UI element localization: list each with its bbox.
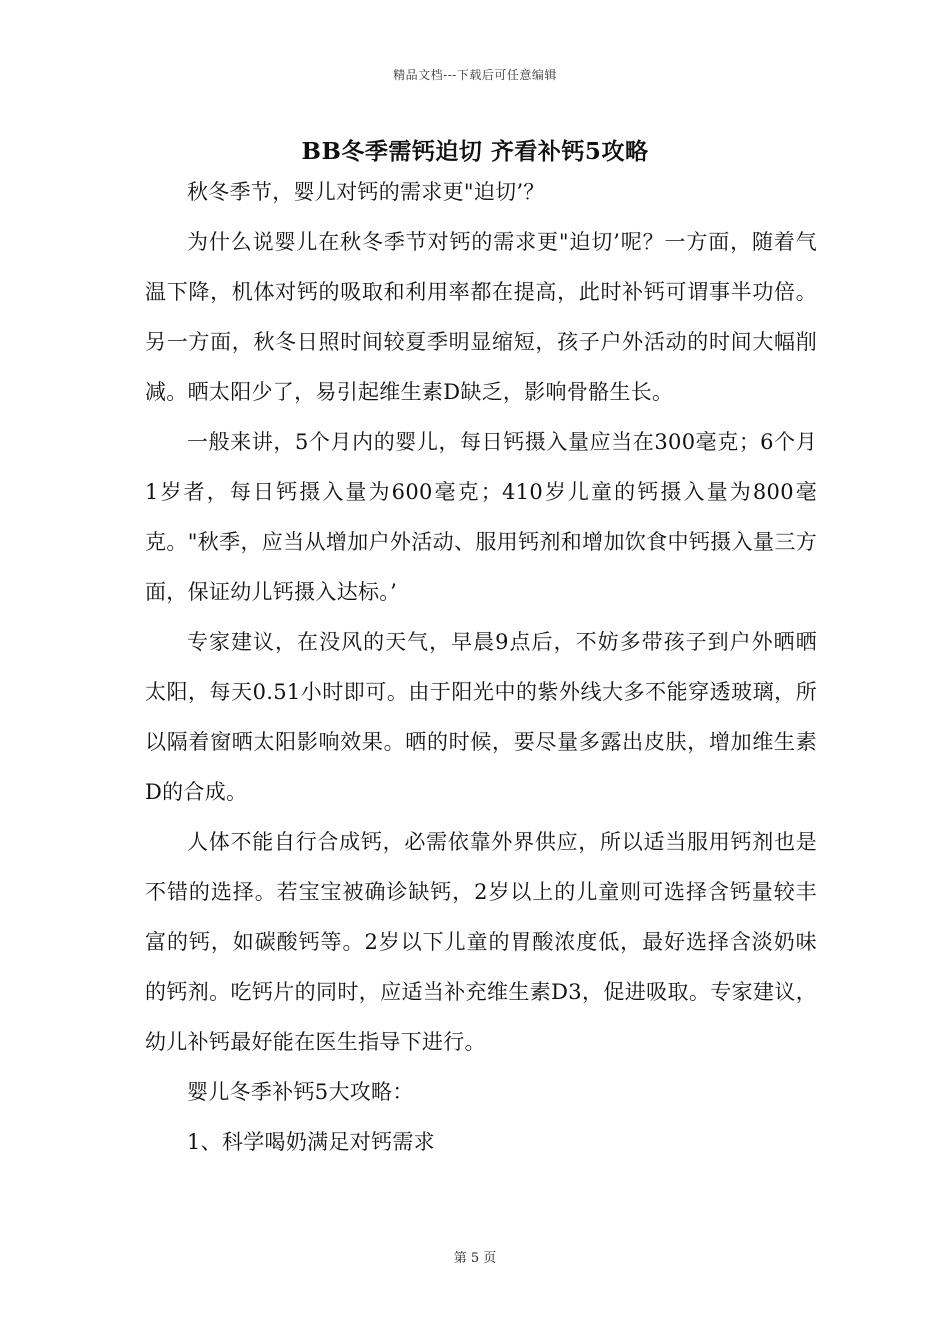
paragraph-strategies-heading: 婴儿冬季补钙5大攻略： xyxy=(187,1080,414,1104)
document-title: BB冬季需钙迫切 齐看补钙5攻略 xyxy=(301,138,649,165)
paragraph-why-urgent: 为什么说婴儿在秋冬季节对钙的需求更"迫切’呢？一方面，随着气温下降，机体对钙的吸取和利用率都在提高，此时补钙可谓事半功倍。另一方面，秋冬日照时间较夏季明显缩短，孩子户外活动的时间大幅削减。晒太阳少了，易引起维生素D缺乏，影响骨骼生长。 xyxy=(145,230,817,404)
page-number: 第 5 页 xyxy=(453,1251,497,1266)
document-body xyxy=(145,167,817,1167)
paragraph-calcium-supplements: 人体不能自行合成钙，必需依靠外界供应，所以适当服用钙剂也是不错的选择。若宝宝被确诊缺钙，2岁以上的儿童则可选择含钙量较丰富的钙，如碳酸钙等。2岁以下儿童的胃酸浓度低，最好选择含淡奶味的钙剂。吃钙片的同时，应适当补充维生素D3，促进吸取。专家建议，幼儿补钙最好能在医生指导下进行。 xyxy=(145,830,817,1054)
paragraph-strategy-1: 1、科学喝奶满足对钙需求 xyxy=(187,1130,435,1154)
paragraph-intake-amounts: 一般来讲，5个月内的婴儿，每日钙摄入量应当在300毫克；6个月1岁者，每日钙摄入量为600毫克；410岁儿童的钙摄入量为800毫克。"秋季，应当从增加户外活动、服用钙剂和增加饮食中钙摄入量三方面，保证幼儿钙摄入达标。’ xyxy=(145,430,817,604)
page-header: 精品文档---下载后可任意编辑 xyxy=(393,68,557,82)
paragraph-intro-question: 秋冬季节，婴儿对钙的需求更"迫切’？ xyxy=(187,180,545,204)
paragraph-sunlight-advice: 专家建议，在没风的天气，早晨9点后，不妨多带孩子到户外晒晒太阳，每天0.51小时即可。由于阳光中的紫外线大多不能穿透玻璃，所以隔着窗晒太阳影响效果。晒的时候，要尽量多露出皮肤，增加维生素D的合成。 xyxy=(145,630,817,804)
